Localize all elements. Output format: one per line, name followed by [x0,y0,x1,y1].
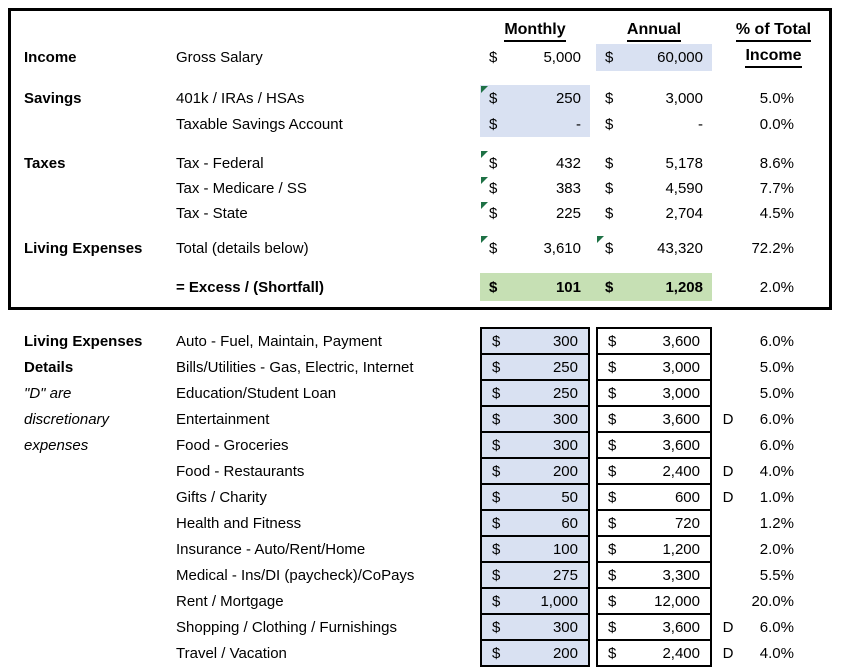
currency-symbol: $ [605,278,614,296]
monthly-cell[interactable] [480,535,590,563]
pct-cell[interactable]: 0.0% [759,115,794,133]
money-layout [598,485,710,509]
annual-cell[interactable] [596,111,712,137]
monthly-cell[interactable] [480,457,590,485]
monthly-header-label: Monthly [504,21,565,42]
currency-symbol: $ [608,514,617,532]
monthly-value: - [576,115,581,133]
item-label-cell[interactable]: = Excess / (Shortfall) [176,278,324,296]
money-layout [596,235,712,261]
pct-cell[interactable]: 5.0% [759,89,794,107]
expense-label-cell[interactable]: Rent / Mortgage [176,592,284,610]
expense-row [0,379,846,407]
currency-symbol: $ [608,332,617,350]
expense-row [0,353,846,381]
side-note-cell[interactable] [0,359,176,376]
money-layout [482,641,588,665]
monthly-cell[interactable] [480,176,590,201]
side-note-label: Living Expenses [24,332,143,350]
currency-symbol: $ [492,436,501,454]
pct-cell[interactable]: 4.0% [759,644,794,662]
annual-value: 3,600 [662,436,700,454]
annual-value: 2,704 [665,205,703,222]
monthly-cell[interactable] [480,431,590,459]
money-layout [482,589,588,613]
monthly-value: 432 [555,154,581,172]
monthly-value: 1,000 [540,592,578,610]
pct-header-cell[interactable] [712,47,835,68]
pct-cell[interactable]: 5.5% [759,566,794,584]
expense-row [0,587,846,615]
currency-symbol: $ [608,410,617,428]
expense-row [0,509,846,537]
currency-symbol: $ [605,239,614,257]
summary-row [11,201,829,226]
annual-value: 1,208 [665,278,703,296]
annual-cell[interactable] [596,353,712,381]
currency-symbol: $ [492,644,501,662]
pct-cell[interactable]: 2.0% [759,540,794,558]
money-layout [480,201,590,226]
pct-cell[interactable]: 4.0% [759,462,794,480]
annual-cell[interactable] [596,85,712,111]
money-layout [596,85,712,111]
expense-label-cell[interactable]: Insurance - Auto/Rent/Home [176,540,366,558]
item-label-cell[interactable]: Taxable Savings Account [176,115,343,133]
annual-value: 2,400 [662,462,700,480]
annual-cell[interactable] [596,483,712,511]
annual-cell[interactable] [596,176,712,201]
currency-symbol: $ [489,49,498,66]
monthly-cell[interactable] [480,483,590,511]
money-layout [480,273,590,301]
money-layout [482,537,588,561]
currency-symbol: $ [492,332,501,350]
annual-header-label: Annual [627,21,681,42]
monthly-cell[interactable] [480,235,590,261]
item-label-cell[interactable]: 401k / IRAs / HSAs [176,89,305,107]
side-note-label: expenses [24,436,89,454]
monthly-value: 200 [552,644,578,662]
monthly-value: 300 [552,332,578,350]
money-layout [596,111,712,137]
currency-symbol: $ [492,592,501,610]
money-layout [598,355,710,379]
pct-cell[interactable]: 72.2% [751,239,794,257]
currency-symbol: $ [492,410,501,428]
currency-symbol: $ [608,540,617,558]
formula-indicator-icon [481,236,488,243]
monthly-value: 200 [552,462,578,480]
money-layout [598,459,710,483]
expense-row [0,431,846,459]
pct-cell[interactable]: 6.0% [759,332,794,350]
monthly-value: 300 [552,410,578,428]
side-note-cell[interactable] [0,333,176,350]
monthly-cell[interactable] [480,273,590,301]
annual-cell[interactable] [596,201,712,226]
currency-symbol: $ [489,239,498,257]
currency-symbol: $ [492,358,501,376]
side-note-label: Details [24,358,74,376]
currency-symbol: $ [492,566,501,584]
money-layout [482,615,588,639]
money-layout [482,381,588,405]
money-layout [596,44,712,71]
money-layout [482,563,588,587]
annual-value: 3,000 [662,384,700,402]
monthly-cell[interactable] [480,201,590,226]
monthly-value: 383 [555,180,581,197]
annual-cell[interactable] [596,431,712,459]
annual-cell[interactable] [596,587,712,615]
money-layout [480,235,590,261]
money-layout [596,201,712,226]
currency-symbol: $ [492,462,501,480]
money-layout [598,407,710,431]
side-note-label: "D" are [24,384,72,402]
summary-row [11,235,829,261]
currency-symbol: $ [608,488,617,506]
monthly-value: 275 [552,566,578,584]
money-layout [482,407,588,431]
summary-rows [11,44,829,301]
monthly-cell[interactable] [480,509,590,537]
annual-value: 5,178 [665,154,703,172]
money-layout [596,176,712,201]
currency-symbol: $ [489,278,498,296]
pct-header-label-line2: Income [745,47,801,68]
monthly-header-cell[interactable] [480,14,590,42]
expense-row [0,457,846,485]
pct-cell[interactable]: 8.6% [759,154,794,172]
monthly-cell[interactable] [480,639,590,667]
money-layout [480,150,590,176]
monthly-value: 3,610 [543,239,581,257]
expense-row [0,561,846,589]
money-layout [482,511,588,535]
expense-label-cell[interactable]: Entertainment [176,410,270,428]
money-layout [480,44,590,71]
money-layout [480,176,590,201]
money-layout [480,85,590,111]
currency-symbol: $ [489,154,498,172]
annual-value: 1,200 [662,540,700,558]
currency-symbol: $ [489,205,498,222]
pct-cell[interactable]: 6.0% [759,410,794,428]
detail-rows [0,327,846,667]
summary-row [11,150,829,176]
monthly-cell[interactable] [480,44,590,71]
money-layout [598,589,710,613]
pct-cell[interactable]: 6.0% [759,618,794,636]
annual-cell[interactable] [596,235,712,261]
currency-symbol: $ [492,488,501,506]
pct-cell[interactable]: 5.0% [759,384,794,402]
pct-header-label-line1: % of Total [736,21,811,42]
annual-cell[interactable] [596,457,712,485]
expense-row [0,639,846,667]
currency-symbol: $ [492,514,501,532]
monthly-cell[interactable] [480,405,590,433]
currency-symbol: $ [608,644,617,662]
annual-cell[interactable] [596,379,712,407]
monthly-value: 250 [555,89,581,107]
side-note-label: discretionary [24,410,110,428]
monthly-cell[interactable] [480,613,590,641]
money-layout [598,563,710,587]
expense-row [0,535,846,563]
side-note-cell[interactable] [0,437,176,454]
currency-symbol: $ [492,618,501,636]
currency-symbol: $ [492,384,501,402]
pct-cell[interactable]: 6.0% [759,436,794,454]
currency-symbol: $ [489,180,498,197]
currency-symbol: $ [489,89,498,107]
money-layout [482,459,588,483]
monthly-value: 250 [552,358,578,376]
currency-symbol: $ [608,462,617,480]
expense-row [0,613,846,641]
annual-value: 3,300 [662,566,700,584]
currency-symbol: $ [608,358,617,376]
summary-header-row [11,14,829,42]
monthly-cell[interactable] [480,353,590,381]
monthly-value: 5,000 [543,49,581,66]
expense-label-cell[interactable]: Auto - Fuel, Maintain, Payment [176,332,382,350]
monthly-value: 225 [555,205,581,222]
details-section [0,327,846,667]
pct-header-cell[interactable] [712,21,835,42]
monthly-cell[interactable] [480,587,590,615]
expense-row [0,483,846,511]
currency-symbol: $ [605,115,614,133]
currency-symbol: $ [608,592,617,610]
expense-label-cell[interactable]: Food - Groceries [176,436,289,454]
item-label-cell[interactable]: Tax - State [176,205,248,222]
item-label-cell[interactable]: Gross Salary [176,49,263,66]
monthly-value: 60 [561,514,578,532]
money-layout [598,537,710,561]
side-note-cell[interactable] [0,411,176,428]
expense-label-cell[interactable]: Food - Restaurants [176,462,305,480]
annual-value: 3,000 [662,358,700,376]
monthly-value: 300 [552,436,578,454]
monthly-cell[interactable] [480,150,590,176]
annual-value: 3,600 [662,410,700,428]
monthly-value: 100 [552,540,578,558]
annual-value: 3,600 [662,618,700,636]
d-flag-cell[interactable]: D [722,410,734,428]
currency-symbol: $ [605,154,614,172]
d-flag-cell[interactable]: D [722,488,734,506]
monthly-value: 101 [555,278,581,296]
pct-cell[interactable]: 1.2% [759,514,794,532]
monthly-cell[interactable] [480,85,590,111]
formula-indicator-icon [481,86,488,93]
money-layout [598,433,710,457]
monthly-value: 300 [552,618,578,636]
expense-label-cell[interactable]: Bills/Utilities - Gas, Electric, Internet [176,358,414,376]
category-cell[interactable]: Living Expenses [24,239,143,257]
d-flag-cell[interactable]: D [722,618,734,636]
category-cell[interactable]: Income [24,49,77,66]
monthly-value: 50 [561,488,578,506]
currency-symbol: $ [605,180,614,197]
annual-cell[interactable] [596,405,712,433]
money-layout [482,355,588,379]
annual-value: 3,000 [665,89,703,107]
pct-cell[interactable]: 5.0% [759,358,794,376]
annual-value: 2,400 [662,644,700,662]
monthly-value: 250 [552,384,578,402]
expense-label-cell[interactable]: Travel / Vacation [176,644,287,662]
annual-cell[interactable] [596,327,712,355]
currency-symbol: $ [605,205,614,222]
expense-row [0,405,846,433]
annual-value: 720 [674,514,700,532]
expense-label-cell[interactable]: Gifts / Charity [176,488,267,506]
money-layout [480,111,590,137]
currency-symbol: $ [608,566,617,584]
currency-symbol: $ [608,618,617,636]
summary-row [11,273,829,301]
annual-cell[interactable] [596,509,712,537]
annual-value: 3,600 [662,332,700,350]
formula-indicator-icon [481,202,488,209]
formula-indicator-icon [481,177,488,184]
annual-value: 12,000 [654,592,700,610]
formula-indicator-icon [481,151,488,158]
summary-row [11,44,829,71]
money-layout [598,641,710,665]
money-layout [482,485,588,509]
currency-symbol: $ [608,384,617,402]
pct-cell[interactable]: 20.0% [751,592,794,610]
annual-cell[interactable] [596,44,712,71]
currency-symbol: $ [489,115,498,133]
currency-symbol: $ [492,540,501,558]
money-layout [482,433,588,457]
annual-header-cell[interactable] [596,14,712,42]
annual-value: - [698,115,703,133]
annual-cell[interactable] [596,150,712,176]
annual-cell[interactable] [596,613,712,641]
d-flag-cell[interactable]: D [722,462,734,480]
category-cell[interactable]: Taxes [24,154,66,172]
annual-value: 43,320 [657,239,703,257]
formula-indicator-icon [597,236,604,243]
money-layout [598,329,710,353]
summary-row [11,85,829,111]
annual-cell[interactable] [596,639,712,667]
expense-label-cell[interactable]: Education/Student Loan [176,384,337,402]
monthly-cell[interactable] [480,111,590,137]
annual-cell[interactable] [596,273,712,301]
pct-cell[interactable]: 4.5% [759,205,794,222]
pct-cell[interactable]: 2.0% [759,278,794,296]
side-note-cell[interactable] [0,385,176,402]
currency-symbol: $ [605,89,614,107]
expense-row [0,327,846,355]
money-layout [482,329,588,353]
currency-symbol: $ [608,436,617,454]
summary-row [11,176,829,201]
category-cell[interactable]: Savings [24,89,82,107]
expense-label-cell[interactable]: Shopping / Clothing / Furnishings [176,618,397,636]
expense-label-cell[interactable]: Health and Fitness [176,514,302,532]
item-label-cell[interactable]: Tax - Medicare / SS [176,180,307,197]
annual-value: 4,590 [665,180,703,197]
pct-cell[interactable]: 1.0% [759,488,794,506]
money-layout [596,150,712,176]
summary-row [11,111,829,137]
pct-cell[interactable]: 7.7% [759,180,794,197]
money-layout [598,381,710,405]
monthly-cell[interactable] [480,327,590,355]
money-layout [596,273,712,301]
annual-cell[interactable] [596,535,712,563]
annual-value: 60,000 [657,49,703,66]
annual-cell[interactable] [596,561,712,589]
monthly-cell[interactable] [480,561,590,589]
item-label-cell[interactable]: Tax - Federal [176,154,264,172]
money-layout [598,511,710,535]
item-label-cell[interactable]: Total (details below) [176,239,309,257]
annual-value: 600 [674,488,700,506]
monthly-cell[interactable] [480,379,590,407]
expense-label-cell[interactable]: Medical - Ins/DI (paycheck)/CoPays [176,566,415,584]
currency-symbol: $ [605,49,614,66]
d-flag-cell[interactable]: D [722,644,734,662]
money-layout [598,615,710,639]
summary-box [8,8,832,310]
